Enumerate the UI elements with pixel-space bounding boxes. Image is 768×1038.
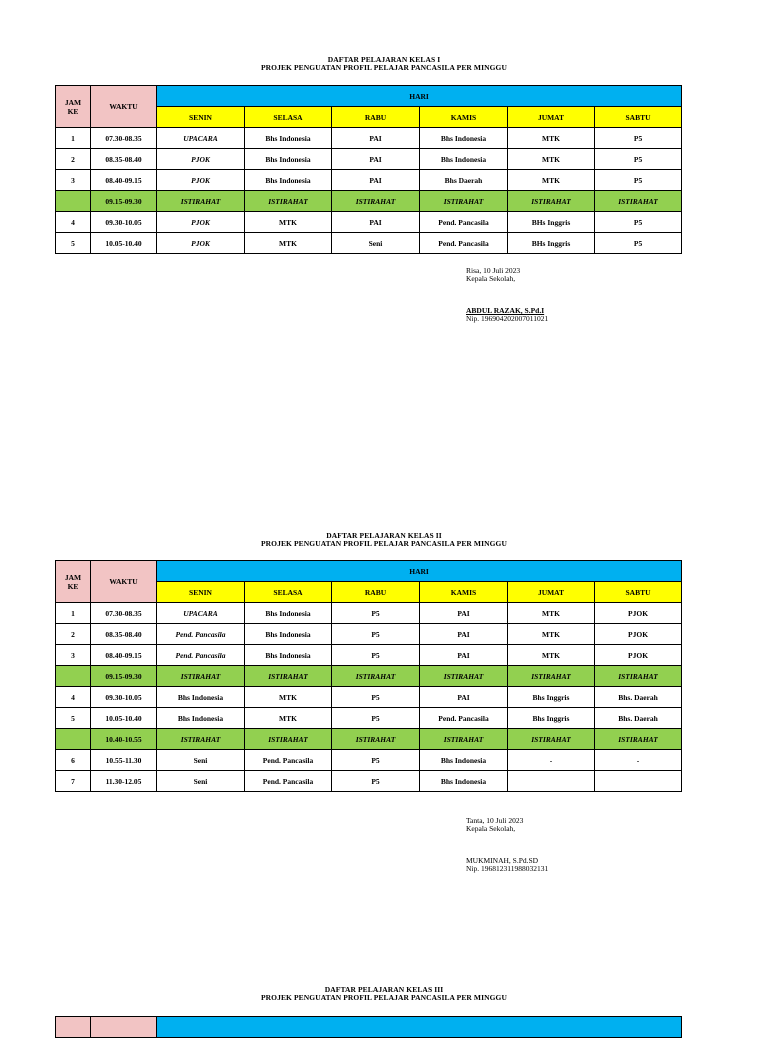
table-cell: Bhs Indonesia [245,624,332,645]
table-cell: ISTIRAHAT [245,191,332,212]
header-waktu: WAKTU [91,561,157,603]
table-cell: PJOK [157,170,245,191]
table-cell: Bhs Indonesia [245,170,332,191]
table-cell: Pend. Pancasila [157,645,245,666]
table-cell: 10.05-10.40 [91,233,157,254]
table-cell: ISTIRAHAT [508,191,595,212]
table-cell: Seni [332,233,420,254]
break-row [56,729,682,750]
table-row [56,212,682,233]
table-cell [56,729,91,750]
table-cell: ISTIRAHAT [245,666,332,687]
table-row [56,603,682,624]
table-cell: ISTIRAHAT [157,729,245,750]
table-cell: Pend. Pancasila [420,708,508,729]
table-row [56,771,682,792]
table-cell: MTK [508,645,595,666]
header-jam-ke [56,1017,91,1038]
table-row [56,750,682,771]
table-cell: 4 [56,212,91,233]
schedule-subtitle: PROJEK PENGUATAN PROFIL PELAJAR PANCASILA PER MINGGU [260,63,508,72]
table-cell: Seni [157,750,245,771]
table-cell: MTK [508,128,595,149]
table-cell: P5 [595,170,682,191]
table-cell: BHs Inggris [508,212,595,233]
table-cell: ISTIRAHAT [420,191,508,212]
schedule-title: DAFTAR PELAJARAN KELAS II [326,531,442,540]
table-cell: Pend. Pancasila [245,771,332,792]
schedule-table-kelas-2 [55,560,682,792]
break-row [56,191,682,212]
signature-nip: Nip. 196904202007011021 [466,314,549,323]
schedule-title: DAFTAR PELAJARAN KELAS III [324,985,444,994]
table-cell: 10.40-10.55 [91,729,157,750]
table-cell: PAI [332,212,420,233]
table-cell: Bhs Indonesia [420,128,508,149]
header-day: KAMIS [420,107,508,128]
table-cell: ISTIRAHAT [332,729,420,750]
table-cell: 08.40-09.15 [91,170,157,191]
table-cell: 09.30-10.05 [91,687,157,708]
table-cell: ISTIRAHAT [332,191,420,212]
table-cell: P5 [332,645,420,666]
table-cell: MTK [508,149,595,170]
table-cell: PJOK [157,233,245,254]
header-day: JUMAT [508,107,595,128]
header-day: SENIN [157,582,245,603]
table-cell: MTK [245,233,332,254]
table-row [56,149,682,170]
table-cell: 6 [56,750,91,771]
header-day: SABTU [595,582,682,603]
table-cell: MTK [245,687,332,708]
table-cell: ISTIRAHAT [332,666,420,687]
header-day: SELASA [245,582,332,603]
table-cell: Bhs Indonesia [245,645,332,666]
table-cell: ISTIRAHAT [508,729,595,750]
table-cell: PAI [332,149,420,170]
table-cell: 2 [56,149,91,170]
header-day: RABU [332,107,420,128]
table-cell: PAI [332,128,420,149]
signature-block [466,817,548,873]
table-cell: 08.40-09.15 [91,645,157,666]
table-cell: MTK [508,603,595,624]
header-waktu: WAKTU [91,86,157,128]
table-cell: - [595,750,682,771]
table-cell: Pend. Pancasila [157,624,245,645]
schedule-subtitle: PROJEK PENGUATAN PROFIL PELAJAR PANCASILA PER MINGGU [260,539,508,548]
signature-nip: Nip. 196812311988032131 [466,864,549,873]
table-cell: PJOK [157,149,245,170]
table-cell: Bhs Inggris [508,687,595,708]
table-cell: 1 [56,603,91,624]
table-cell: 1 [56,128,91,149]
table-cell: 2 [56,624,91,645]
signature-name: ABDUL RAZAK, S.Pd.I [466,306,545,315]
table-cell: 3 [56,645,91,666]
table-cell: ISTIRAHAT [420,666,508,687]
table-cell: Seni [157,771,245,792]
table-cell: 10.05-10.40 [91,708,157,729]
table-cell: Bhs Indonesia [245,603,332,624]
table-row [56,708,682,729]
table-cell: MTK [508,624,595,645]
table-cell: ISTIRAHAT [157,666,245,687]
table-row [56,645,682,666]
header-day: SELASA [245,107,332,128]
header-day: SABTU [595,107,682,128]
signature-block [466,267,548,323]
table-cell: 08.35-08.40 [91,624,157,645]
table-cell: 5 [56,233,91,254]
table-row [56,687,682,708]
header-day: JUMAT [508,582,595,603]
table-cell: Bhs Indonesia [420,771,508,792]
table-cell: P5 [332,603,420,624]
table-cell: Bhs Indonesia [157,708,245,729]
table-cell: PJOK [595,624,682,645]
table-cell: Bhs. Daerah [595,708,682,729]
table-cell [56,191,91,212]
table-cell: PJOK [595,645,682,666]
table-cell: P5 [595,128,682,149]
table-cell: BHs Inggris [508,233,595,254]
schedule-table-kelas-3 [55,1016,682,1038]
table-cell: 11.30-12.05 [91,771,157,792]
table-cell: PAI [420,603,508,624]
table-cell: MTK [245,212,332,233]
table-cell: PJOK [157,212,245,233]
table-cell: 09.15-09.30 [91,191,157,212]
table-cell [595,771,682,792]
table-cell: PAI [420,687,508,708]
table-row [56,128,682,149]
table-cell: P5 [332,771,420,792]
table-cell: UPACARA [157,128,245,149]
table-cell: MTK [245,708,332,729]
table-row [56,170,682,191]
table-cell: 09.15-09.30 [91,666,157,687]
header-hari: HARI [157,86,682,107]
table-cell: Pend. Pancasila [420,233,508,254]
table-row [56,624,682,645]
table-cell: Bhs Indonesia [420,750,508,771]
table-cell: ISTIRAHAT [595,666,682,687]
table-cell: Bhs Indonesia [245,149,332,170]
signature-place-date: Risa, 10 Juli 2023 [466,266,521,275]
header-hari: HARI [157,561,682,582]
header-day: SENIN [157,107,245,128]
table-cell: 4 [56,687,91,708]
table-cell: 5 [56,708,91,729]
table-cell: UPACARA [157,603,245,624]
table-cell: ISTIRAHAT [245,729,332,750]
table-cell: 3 [56,170,91,191]
table-cell: MTK [508,170,595,191]
table-cell: Bhs. Daerah [595,687,682,708]
table-cell [508,771,595,792]
table-cell: 09.30-10.05 [91,212,157,233]
table-cell: Bhs Inggris [508,708,595,729]
table-cell: ISTIRAHAT [157,191,245,212]
signature-place-date: Tanta, 10 Juli 2023 [466,816,524,825]
header-jam-ke: JAM KE [56,561,91,603]
table-cell: P5 [332,708,420,729]
header-day: RABU [332,582,420,603]
signature-role: Kepala Sekolah, [466,824,516,833]
signature-name: MUKMINAH, S.Pd.SD [466,856,539,865]
table-cell: - [508,750,595,771]
break-row [56,666,682,687]
table-cell: P5 [595,149,682,170]
table-cell: PAI [420,624,508,645]
table-cell [56,666,91,687]
table-row [56,233,682,254]
table-cell: Bhs Indonesia [420,149,508,170]
table-cell: 08.35-08.40 [91,149,157,170]
table-cell: P5 [332,687,420,708]
header-waktu [91,1017,157,1038]
table-cell: ISTIRAHAT [508,666,595,687]
table-cell: 07.30-08.35 [91,603,157,624]
table-cell: Bhs Daerah [420,170,508,191]
header-day: KAMIS [420,582,508,603]
table-cell: Bhs Indonesia [157,687,245,708]
table-cell: ISTIRAHAT [420,729,508,750]
table-cell: P5 [595,233,682,254]
table-cell: ISTIRAHAT [595,191,682,212]
table-cell: 07.30-08.35 [91,128,157,149]
table-cell: P5 [595,212,682,233]
table-cell: ISTIRAHAT [595,729,682,750]
table-cell: P5 [332,624,420,645]
table-cell: 10.55-11.30 [91,750,157,771]
table-cell: PAI [420,645,508,666]
schedule-subtitle: PROJEK PENGUATAN PROFIL PELAJAR PANCASILA PER MINGGU [260,993,508,1002]
signature-role: Kepala Sekolah, [466,274,516,283]
table-cell: Pend. Pancasila [420,212,508,233]
table-cell: 7 [56,771,91,792]
header-hari [157,1017,682,1038]
table-cell: P5 [332,750,420,771]
schedule-table-kelas-1 [55,85,682,254]
table-cell: PAI [332,170,420,191]
table-cell: Pend. Pancasila [245,750,332,771]
table-cell: Bhs Indonesia [245,128,332,149]
header-jam-ke: JAM KE [56,86,91,128]
schedule-title: DAFTAR PELAJARAN KELAS I [327,55,441,64]
table-cell: PJOK [595,603,682,624]
